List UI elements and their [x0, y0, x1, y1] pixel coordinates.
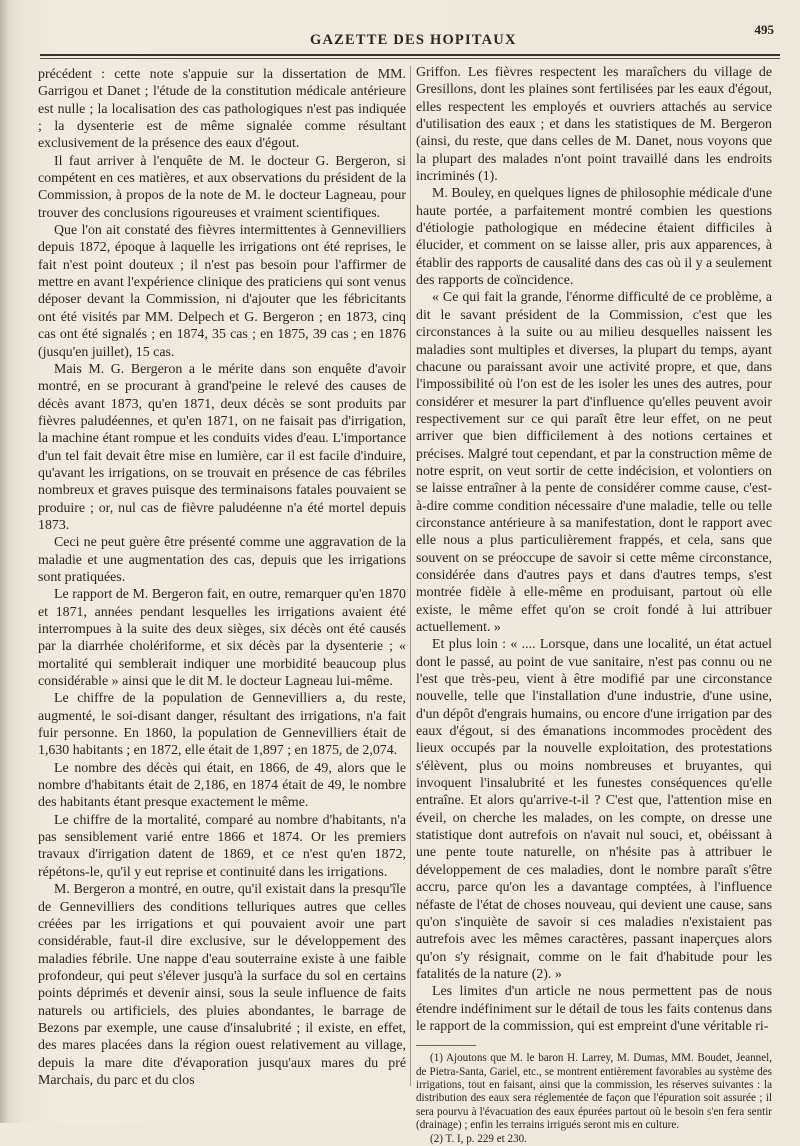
page-number: 495 — [754, 22, 774, 37]
paragraph: précédent : cette note s'appuie sur la dissertation de MM. Garrigou et Danet ; l'étude de la constitution médicale antérieure est nulle ; la localisation des cas pathologiques n'est pas indiquée ; la dysenterie est de même signalée comme résultant exclusivement de la présence des eaux d'égout. — [38, 67, 406, 152]
paragraph: Le chiffre de la mortalité, comparé au nombre d'habitants, n'a pas sensiblement varié entre 1866 et 1874. Or les premiers travaux d'irrigation datent de 1869, et ce n'est qu'en 1872, répétons-le, qu'il y eut reprise et continuité dans les irrigations. — [38, 812, 406, 880]
column-divider — [410, 66, 411, 1086]
paragraph: Et plus loin : « .... Lorsque, dans une localité, un état actuel dont le passé, au point de vue sanitaire, n'est pas connu ou ne l'est que très-peu, vient à être modifié par une circonstance nouvelle, telle que l'installation d'une industrie, d'une usine, d'un dépôt d'engrais humains, ou encore d'une irrigation par des eaux d'égout, si des émanations incommodes procèdent des lieux occupés par la nouvelle exploitation, des protestations s'élèvent, plus ou moins nombreuses et bruyantes, qui invoquent l'insalubrité et les funestes conséquences qu'elle entraîne. Et alors qu'arrive-t-il ? C'est que, l'attention mise en éveil, on cherche les malades, on les compte, on dresse une statistique dont autrefois on n'avait nul souci, et, obéissant à une pente toute naturelle, on n'hésite pas à attribuer le développement de ces maladies, dont le nombre paraît s'être accru, parce qu'on les a davantage comptées, à l'influence néfaste de l'état de choses nouveau, qui devient une cause, sans qu'on s'inquiète de savoir si ces maladies n'existaient pas autrefois avec les mêmes caractères, passant inaperçues alors qu'on s'y résignait, comme on le fait d'habitude pour les fatalités de la nature (2). » — [416, 637, 772, 982]
paragraph: Le rapport de M. Bergeron fait, en outre, remarquer qu'en 1870 et 1871, années pendant lesquelles les irrigations avaient été interrompues à la suite des deux sièges, six décès ont été causés par la diarrhée cholériforme, et six décès par la dysenterie ; « mortalité qui semblerait indiquer une morbidité beaucoup plus considérable » ainsi que le dit M. le docteur Lagneau lui-même. — [38, 587, 406, 690]
paragraph: Le nombre des décès qui était, en 1866, de 49, alors que le nombre d'habitants était de 2,186, en 1874 était de 49, le nombre des habitants étant presque exactement le même. — [38, 760, 406, 811]
footnote: (2) T. I, p. 229 et 230. — [430, 1132, 527, 1145]
running-title: GAZETTE DES HOPITAUX — [310, 32, 517, 48]
paragraph: Ceci ne peut guère être présenté comme une aggravation de la maladie et une augmentation des cas, depuis que les irrigations sont pratiquées. — [38, 535, 406, 585]
footnote-rule — [416, 1045, 476, 1046]
paragraph: M. Bouley, en quelques lignes de philosophie médicale d'une haute portée, a parfaitement montré combien les questions d'étiologie pathologique en médecine étaient difficiles à élucider, et comment on se laisse aller, pris aux apparences, à établir des rapports de causalité dans des cas où il y a seulement des rapports de coïncidence. — [416, 186, 772, 289]
paragraph: Mais M. G. Bergeron a le mérite dans son enquête d'avoir montré, en se procurant à grand'peine le relevé des causes de décès avant 1873, qu'en 1871, deux décès se sont produits par fièvres paludéennes, et qu'en 1871, on ne faisait pas d'irrigation, la machine étant rompue et les conduits vides d'eau. L'importance d'un tel fait devait être mise en lumière, car il est facile d'induire, qu'avant les irrigations, on se trouvait en présence de cas fébriles nombreux et graves puisque des terminaisons fatales pouvaient se produire ; or, nul cas de fièvre paludéenne n'a été mortel depuis 1873. — [38, 361, 406, 533]
left-column — [38, 66, 406, 1089]
binding-shadow — [0, 0, 8, 1123]
footnotes — [416, 1052, 772, 1146]
paragraph: Que l'on ait constaté des fièvres intermittentes à Gennevilliers depuis 1872, époque à laquelle les irrigations ont été reprises, le fait n'est point douteux ; il n'est pas besoin pour l'affirmer de mettre en avant l'expérience clinique des praticiens qui sont venus déposer devant la Commission, ni d'ajouter que les fébricitants ont été visités par MM. Delpech et G. Bergeron ; en 1873, cinq cas ont été signalés ; en 1874, 35 cas ; en 1875, 39 cas ; en 1876 (jusqu'en juillet), 15 cas. — [38, 223, 406, 360]
paragraph: Il faut arriver à l'enquête de M. le docteur G. Bergeron, si compétent en ces matières, et aux observations du président de la Commission, à propos de la note de M. le docteur Lagneau, pour trouver des conclusions rigoureuses et vraiment scientifiques. — [38, 153, 406, 221]
footnote: (1) Ajoutons que M. le baron H. Larrey, M. Dumas, MM. Boudet, Jeannel, de Pietra-Santa, Gariel, etc., se montrent entièrement favorables au système des irrigations, tout en faisant, ainsi que la commission, les réserves suivantes : la distribution des eaux sera réglementée de façon que l'épuration soit assurée ; il sera pourvu à l'évacuation des eaux épurées partout où le besoin s'en fera sentir (drainage) ; enfin les terrains irrigués seront mis en culture. — [416, 1052, 772, 1132]
page-header — [40, 22, 780, 56]
right-column — [416, 64, 772, 1146]
paragraph: « Ce qui fait la grande, l'énorme difficulté de ce problème, a dit le savant président de la Commission, c'est que les circonstances à la suite ou au milieu desquelles naissent les maladies sont multiples et diverses, la plupart du temps, ayant chacune ou paraissant avoir une activité propre, et que, dans l'impossibilité où l'on est de les isoler les unes des autres, pour considérer et mesurer la part d'influence qu'elles peuvent avoir respectivement sur ce qui paraît être leur effet, on ne peut arriver que bien difficilement à des notions certaines et précises. Malgré tout cependant, et par la construction même de notre esprit, on veut sortir de cette indécision, et volontiers on se laisse entraîner à la pente de considérer comme cause, c'est-à-dire comme condition nécessaire d'une maladie, telle ou telle circonstance antérieure à sa manifestation, dont le rapport avec elle nous a plus particulièrement frappés, et cela, sans que souvent on se préoccupe de savoir si cette même circonstance, considérée dans d'autres pays et dans d'autres temps, s'est montrée fidèle à elle-même en produisant, partout où elle existe, le même effet qu'on se croit fondé à lui attribuer actuellement. » — [416, 290, 772, 635]
paragraph: Griffon. Les fièvres respectent les maraîchers du village de Gresillons, dont les plaines sont fertilisées par les eaux d'égout, elles respectent les employés et ouvriers attachés au service d'utilisation des eaux ; et dans les statistiques de M. Bergeron (ainsi, du reste, que dans celles de M. Danet, nous voyons que la plupart des malades n'ont point travaillé dans les endroits incriminés (1). — [416, 65, 772, 185]
header-rule-thin — [40, 58, 780, 59]
header-rule-thick — [40, 54, 780, 56]
paragraph: Le chiffre de la population de Gennevilliers a, du reste, augmenté, le soi-disant danger, résultant des irrigations, n'a fait fuir personne. En 1860, la population de Gennevilliers était de 1,630 habitants ; en 1872, elle était de 1,897 ; en 1875, de 2,074. — [38, 691, 406, 759]
paragraph: M. Bergeron a montré, en outre, qu'il existait dans la presqu'île de Gennevilliers des conditions telluriques autres que celles créées par les irrigations et qui pouvaient avoir une part considérable, faut-il dire exclusive, sur le développement des maladies fébrile. Une nappe d'eau souterraine existe à une faible profondeur, qui peut s'élever jusqu'à la surface du sol en certains points déprimés et devenir ainsi, sous la seule influence de faits naturels ou artificiels, des pluies abondantes, le barrage de Bezons par exemple, une cause d'insalubrité ; il existe, en effet, des mares placées dans la région ouest relativement au village, depuis la mare dite d'évaporation jusqu'aux mares du pré Marchais, du parc et du clos — [38, 882, 406, 1088]
paragraph: Les limites d'un article ne nous permettent pas de nous étendre indéfiniment sur le détail de tous les faits contenus dans le rapport de la commission, qui est empreint d'une véritable ri- — [416, 984, 772, 1034]
